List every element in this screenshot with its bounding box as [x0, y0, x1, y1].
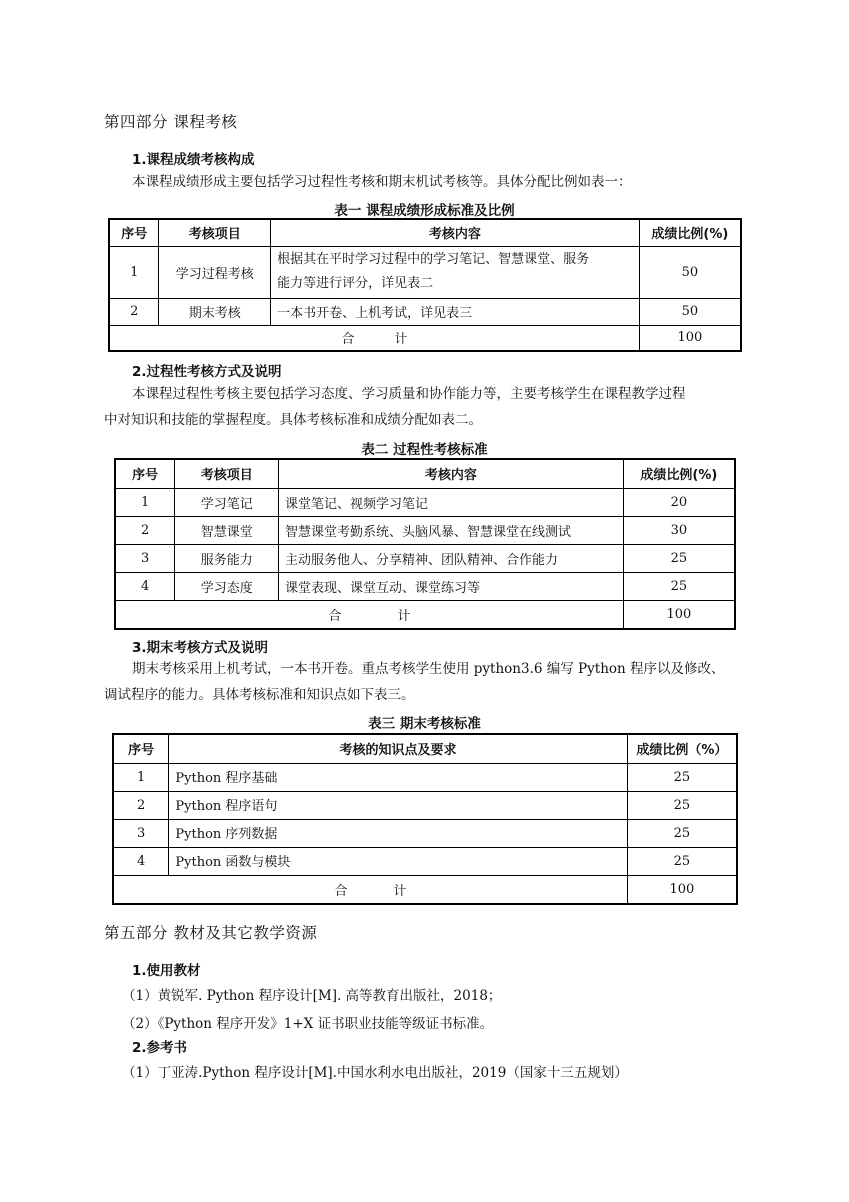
table1-header-ratio: 成绩比例(%) [639, 219, 741, 246]
table-row [113, 819, 737, 847]
table1 [108, 218, 742, 352]
table3-header-row [113, 734, 737, 763]
table3-row1-ratio: 25 [627, 763, 737, 791]
section1-heading: 1.课程成绩考核构成 [132, 152, 255, 168]
table3-header-ratio: 成绩比例（%） [627, 734, 737, 763]
total-char-b: 计 [397, 608, 411, 624]
table3-row3-content: Python 序列数据 [169, 819, 627, 847]
table3-total-label [113, 875, 627, 904]
table1-header-row [109, 219, 741, 246]
table2-row2-no: 2 [115, 516, 175, 544]
table1-caption: 表一 课程成绩形成标准及比例 [334, 203, 515, 219]
total-char-a: 合 [328, 608, 342, 624]
table2-row1-content: 课堂笔记、视频学习笔记 [279, 488, 624, 516]
table1-row2-content: 一本书开卷、上机考试，详见表三 [271, 298, 640, 325]
table2-row3-item: 服务能力 [175, 544, 279, 572]
total-char-a: 合 [341, 332, 355, 348]
table1-row1-item: 学习过程考核 [159, 246, 271, 298]
table3-total-value: 100 [627, 875, 737, 904]
table-row [115, 488, 735, 516]
table1-row2-item: 期末考核 [159, 298, 271, 325]
table3-row4-content: Python 函数与模块 [169, 847, 627, 875]
table2-row4-content: 课堂表现、课堂互动、课堂练习等 [279, 572, 624, 600]
section3-paragraph [104, 656, 754, 708]
table2-row1-no: 1 [115, 488, 175, 516]
table1-row1-ratio: 50 [639, 246, 741, 298]
table3-row3-ratio: 25 [627, 819, 737, 847]
part5-section2-heading: 2.参考书 [132, 1040, 188, 1056]
table-row [115, 544, 735, 572]
table2-row2-item: 智慧课堂 [175, 516, 279, 544]
table2 [114, 458, 736, 630]
table3-total-row [113, 875, 737, 904]
table2-header-ratio: 成绩比例(%) [623, 459, 735, 488]
total-char-a: 合 [334, 883, 348, 899]
table-row [113, 847, 737, 875]
section2-paragraph-line2: 中对知识和技能的掌握程度。具体考核标准和成绩分配如表二。 [104, 412, 482, 428]
table-row [113, 791, 737, 819]
table3-row4-ratio: 25 [627, 847, 737, 875]
table1-row2-ratio: 50 [639, 298, 741, 325]
table3-header-no: 序号 [113, 734, 169, 763]
table2-row4-ratio: 25 [623, 572, 735, 600]
total-char-b: 计 [393, 883, 407, 899]
reference-item-1: （1）丁亚涛.Python 程序设计[M].中国水利水电出版社，2019（国家十三五规划） [122, 1065, 628, 1081]
table1-total-row [109, 325, 741, 351]
table3-caption: 表三 期末考核标准 [368, 716, 481, 732]
table2-row3-content: 主动服务他人、分享精神、团队精神、合作能力 [279, 544, 624, 572]
section3-paragraph-line2: 调试程序的能力。具体考核标准和知识点如下表三。 [104, 687, 415, 703]
table2-total-value: 100 [623, 600, 735, 629]
table3-row1-content: Python 程序基础 [169, 763, 627, 791]
table2-caption: 表二 过程性考核标准 [361, 442, 488, 458]
textbook-item-1: （1）黄锐军. Python 程序设计[M]. 高等教育出版社，2018； [122, 988, 502, 1004]
part5-title: 第五部分 教材及其它教学资源 [104, 924, 318, 942]
table2-row4-item: 学习态度 [175, 572, 279, 600]
table2-row2-content: 智慧课堂考勤系统、头脑风暴、智慧课堂在线测试 [279, 516, 624, 544]
table1-row1-content-line2: 能力等进行评分，详见表二 [277, 276, 434, 291]
section3-heading: 3.期末考核方式及说明 [132, 640, 269, 656]
part4-title: 第四部分 课程考核 [104, 113, 238, 131]
table1-row1-content-line1: 根据其在平时学习过程中的学习笔记、智慧课堂、服务 [277, 252, 590, 267]
table2-total-label [115, 600, 623, 629]
table-row [109, 246, 741, 298]
table-row [115, 516, 735, 544]
table3-header-content: 考核的知识点及要求 [169, 734, 627, 763]
table3-row1-no: 1 [113, 763, 169, 791]
table1-header-content: 考核内容 [271, 219, 640, 246]
table1-row2-no: 2 [109, 298, 159, 325]
table3-row3-no: 3 [113, 819, 169, 847]
part5-section1-heading: 1.使用教材 [132, 963, 201, 979]
table1-total-label [109, 325, 639, 351]
table1-total-value: 100 [639, 325, 741, 351]
table2-header-row [115, 459, 735, 488]
table2-row4-no: 4 [115, 572, 175, 600]
table2-row1-ratio: 20 [623, 488, 735, 516]
table2-row2-ratio: 30 [623, 516, 735, 544]
section1-paragraph: 本课程成绩形成主要包括学习过程性考核和期末机试考核等。具体分配比例如表一： [132, 174, 632, 190]
table2-row3-ratio: 25 [623, 544, 735, 572]
table2-header-no: 序号 [115, 459, 175, 488]
table-row [113, 763, 737, 791]
table3-row2-no: 2 [113, 791, 169, 819]
table1-row1-content [271, 246, 640, 298]
table2-row1-item: 学习笔记 [175, 488, 279, 516]
table3-row2-ratio: 25 [627, 791, 737, 819]
table2-row3-no: 3 [115, 544, 175, 572]
table-row [115, 572, 735, 600]
table3-row2-content: Python 程序语句 [169, 791, 627, 819]
total-char-b: 计 [394, 332, 408, 348]
textbook-item-2: （2）《Python 程序开发》1+X 证书职业技能等级证书标准。 [122, 1016, 494, 1032]
section3-paragraph-line1: 期末考核采用上机考试，一本书开卷。重点考核学生使用 python3.6 编写 Python 程序以及修改、 [132, 661, 725, 677]
table3 [112, 733, 738, 905]
table2-total-row [115, 600, 735, 629]
table3-row4-no: 4 [113, 847, 169, 875]
table-row [109, 298, 741, 325]
section2-paragraph [104, 381, 754, 433]
table2-header-content: 考核内容 [279, 459, 624, 488]
table1-header-no: 序号 [109, 219, 159, 246]
table1-row1-no: 1 [109, 246, 159, 298]
section2-paragraph-line1: 本课程过程性考核主要包括学习态度、学习质量和协作能力等，主要考核学生在课程教学过程 [132, 386, 686, 402]
table2-header-item: 考核项目 [175, 459, 279, 488]
table1-header-item: 考核项目 [159, 219, 271, 246]
section2-heading: 2.过程性考核方式及说明 [132, 364, 282, 380]
